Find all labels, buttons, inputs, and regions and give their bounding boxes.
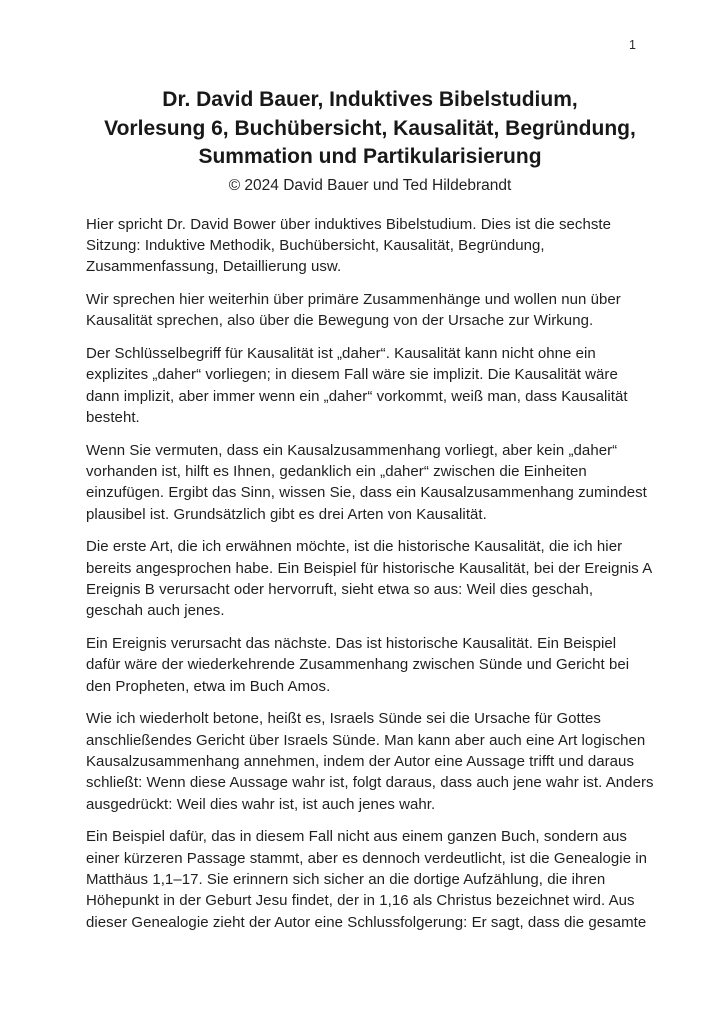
body-paragraph: Die erste Art, die ich erwähnen möchte, ist die historische Kausalität, die ich hier bereits angesprochen habe. Ein Beispiel für historische Kausalität, bei der Ereignis A Ereignis B verursacht oder hervorruft, sieht etwa so aus: Weil dies geschah, geschah auch jenes. <box>86 538 652 620</box>
body-paragraph: Ein Beispiel dafür, das in diesem Fall nicht aus einem ganzen Buch, sondern aus einer kürzeren Passage stammt, aber es dennoch verdeutlicht, ist die Genealogie in Matthäus 1,1–17. Sie erinnern sich sicher an die dortige Aufzählung, die ihren Höhepunkt in der Geburt Jesu findet, der in 1,16 als Christus bezeichnet wird. Aus dieser Genealogie zieht der Autor eine Schlussfolgerung: Er sagt, dass die gesamte <box>86 828 648 931</box>
body-paragraph: Ein Ereignis verursacht das nächste. Das ist historische Kausalität. Ein Beispiel dafür wäre der wiederkehrende Zusammenhang zwischen Sünde und Gericht bei den Propheten, etwa im Buch Amos. <box>86 635 630 695</box>
title-line-1: Dr. David Bauer, Induktives Bibelstudium, <box>162 88 578 111</box>
title-line-3: Summation und Partikularisierung <box>198 145 542 168</box>
body-paragraph: Wenn Sie vermuten, dass ein Kausalzusammenhang vorliegt, aber kein „daher“ vorhanden ist, hilft es Ihnen, gedanklich ein „daher“ zwischen die Einheiten einzufügen. Ergibt das Sinn, wissen Sie, dass ein Kausalzusammenhang zumindest plausibel ist. Grundsätzlich gibt es drei Arten von Kausalität. <box>86 441 647 523</box>
body-paragraph: Wir sprechen hier weiterhin über primäre Zusammenhänge und wollen nun über Kausalität sprechen, also über die Bewegung von der Ursache zur Wirkung. <box>86 290 621 330</box>
document-title <box>76 86 664 172</box>
title-line-2: Vorlesung 6, Buchübersicht, Kausalität, Begründung, <box>104 116 636 140</box>
page-number: 1 <box>629 38 636 52</box>
copyright-line: © 2024 David Bauer und Ted Hildebrandt <box>228 176 512 194</box>
body-paragraph: Wie ich wiederholt betone, heißt es, Israels Sünde sei die Ursache für Gottes anschließendes Gericht über Israels Sünde. Man kann aber auch eine Art logischen Kausalzusammenhang annehmen, indem der Autor eine Aussage trifft und daraus schließt: Wenn diese Aussage wahr ist, folgt daraus, dass auch jene wahr ist. Anders ausgedrückt: Weil dies wahr ist, ist auch jenes wahr. <box>86 710 654 813</box>
body-paragraph: Der Schlüsselbegriff für Kausalität ist „daher“. Kausalität kann nicht ohne ein explizites „daher“ vorliegen; in diesem Fall wäre sie implizit. Die Kausalität wäre dann implizit, aber immer wenn ein „daher“ vorkommt, weiß man, dass Kausalität besteht. <box>86 344 628 426</box>
body-text <box>86 214 654 933</box>
body-paragraph: Hier spricht Dr. David Bower über induktives Bibelstudium. Dies ist die sechste Sitzung: Induktive Methodik, Buchübersicht, Kausalität, Begründung, Zusammenfassung, Detaillierung usw. <box>86 215 611 276</box>
